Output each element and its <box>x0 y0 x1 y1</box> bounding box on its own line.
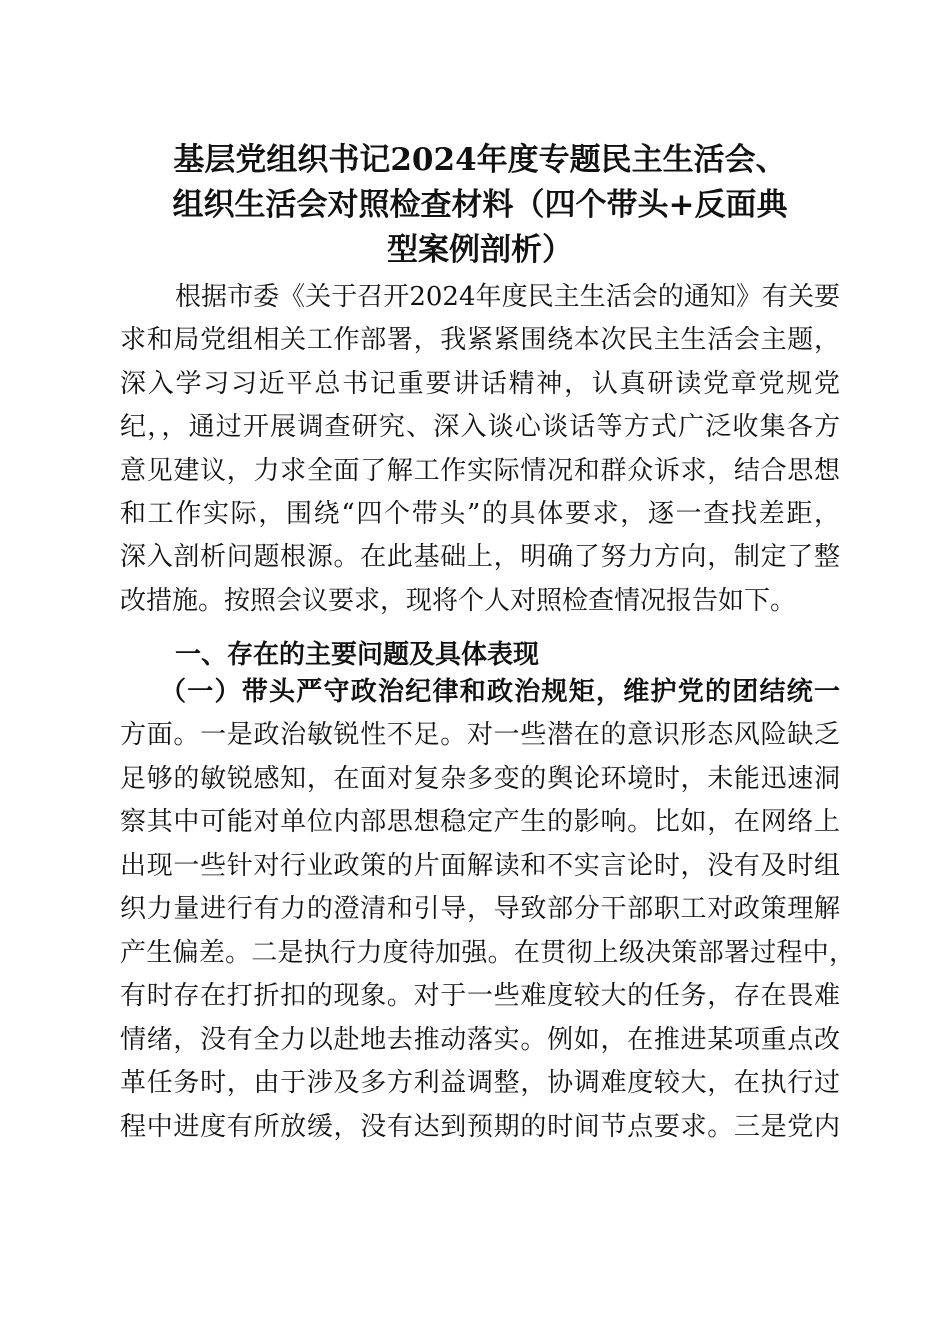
document-title-line: 基层党组织书记2024年度专题民主生活会、 <box>173 142 787 178</box>
paragraph-line: 改措施。按照会议要求，现将个人对照检查情况报告如下。 <box>120 586 797 616</box>
paragraph-line: 意见建议，力求全面了解工作实际情况和群众诉求，结合思想 <box>120 456 840 486</box>
paragraph-line: 有时存在打折扣的现象。对于一些难度较大的任务，存在畏难 <box>120 981 840 1011</box>
paragraph-line: 方面。一是政治敏锐性不足。对一些潜在的意识形态风险缺乏 <box>120 720 840 750</box>
paragraph-line: 织力量进行有力的澄清和引导，导致部分干部职工对政策理解 <box>120 894 840 924</box>
paragraph-line: 出现一些针对行业政策的片面解读和不实言论时，没有及时组 <box>120 851 840 881</box>
paragraph-line: 深入剖析问题根源。在此基础上，明确了努力方向，制定了整 <box>120 542 840 572</box>
paragraph-line: 产生偏差。二是执行力度待加强。在贯彻上级决策部署过程中， <box>120 938 855 968</box>
paragraph-line: 足够的敏锐感知，在面对复杂多变的舆论环境时，未能迅速洞 <box>120 764 840 794</box>
paragraph-line: 程中进度有所放缓，没有达到预期的时间节点要求。三是党内 <box>120 1112 840 1142</box>
paragraph-line: 纪，，通过开展调查研究、深入谈心谈话等方式广泛收集各方 <box>120 412 840 442</box>
paragraph-line: 情绪，没有全力以赴地去推动落实。例如，在推进某项重点改 <box>120 1025 840 1055</box>
section-heading: 一、存在的主要问题及具体表现 <box>175 640 540 670</box>
paragraph-line: 深入学习习近平总书记重要讲话精神，认真研读党章党规党 <box>120 369 840 399</box>
document-title-line: 型案例剖析） <box>387 232 573 268</box>
paragraph-line: 察其中可能对单位内部思想稳定产生的影响。比如，在网络上 <box>120 807 840 837</box>
paragraph-line: 求和局党组相关工作部署，我紧紧围绕本次民主生活会主题， <box>120 325 840 355</box>
paragraph-line: 根据市委《关于召开2024年度民主生活会的通知》有关要 <box>175 282 840 312</box>
paragraph-line: 革任务时，由于涉及多方利益调整，协调难度较大，在执行过 <box>120 1068 840 1098</box>
document-title-line: 组织生活会对照检查材料（四个带头+反面典 <box>172 187 788 223</box>
paragraph-line: 和工作实际，围绕“四个带头”的具体要求，逐一查找差距， <box>120 499 840 529</box>
paragraph-line: （一）带头严守政治纪律和政治规矩，维护党的团结统一 <box>160 677 840 707</box>
